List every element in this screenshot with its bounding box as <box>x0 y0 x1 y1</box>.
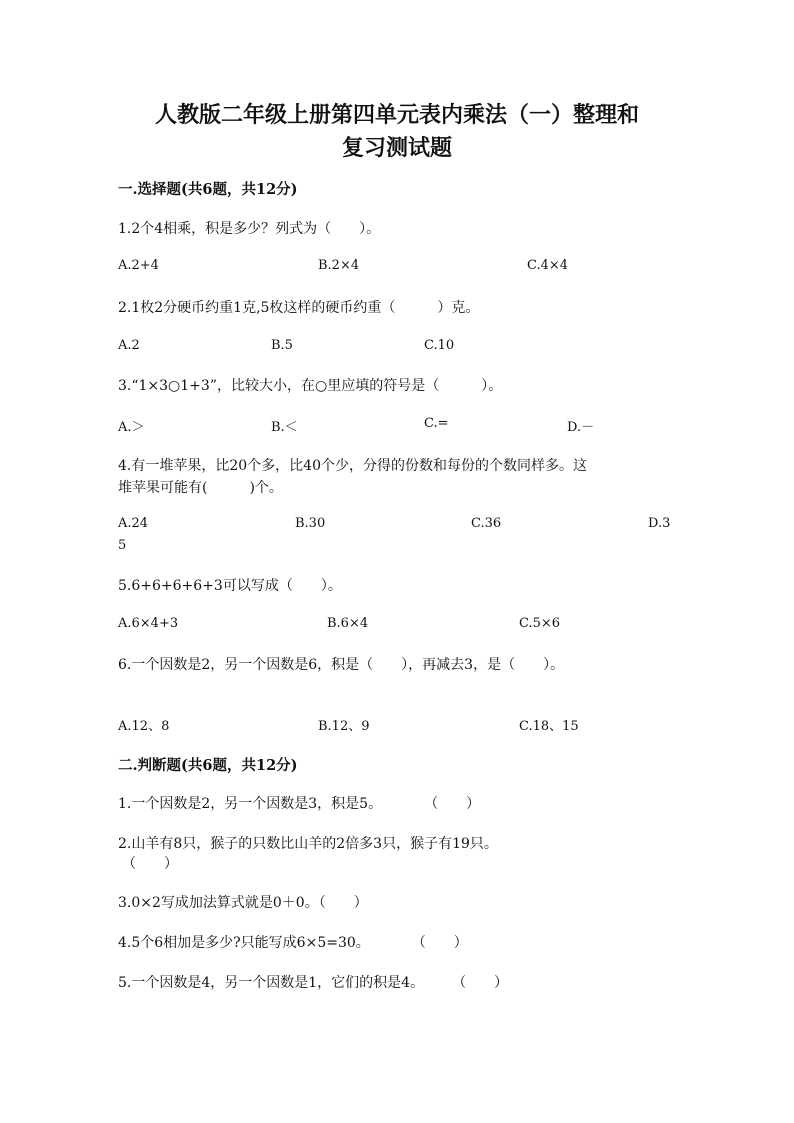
s2-q4-text: 4.5个6相加是多少?只能写成6×5=30。 （ ） <box>118 935 468 951</box>
page-title-line2: 复习测试题 <box>341 135 452 161</box>
s1-q4-option-a: A.24 <box>118 516 149 531</box>
section2-heading: 二.判断题(共6题，共12分) <box>118 757 298 774</box>
s1-q5-option-c: C.5×6 <box>519 616 561 631</box>
s1-q4-option-d-wrap: 5 <box>118 538 127 553</box>
s2-q1-text: 1.一个因数是2，另一个因数是3，积是5。 （ ） <box>118 796 481 812</box>
s1-q4-text-line2: 堆苹果可能有( )个。 <box>118 480 283 496</box>
s1-q2-text: 2.1枚2分硬币约重1克,5枚这样的硬币约重（ ）克。 <box>118 300 480 316</box>
s1-q6-option-b: B.12、9 <box>318 719 370 734</box>
s1-q6-option-a: A.12、8 <box>118 719 170 734</box>
s1-q5-text: 5.6+6+6+6+3可以写成（ ）。 <box>118 578 342 594</box>
s1-q4-option-d: D.3 <box>648 516 671 531</box>
s2-q5-text: 5.一个因数是4，另一个因数是1，它们的积是4。 （ ） <box>118 975 509 991</box>
s1-q1-option-c: C.4×4 <box>527 258 569 273</box>
s1-q4-text-line1: 4.有一堆苹果，比20个多，比40个少，分得的份数和每份的个数同样多。这 <box>118 458 587 474</box>
s1-q6-text: 6.一个因数是2，另一个因数是6，积是（ ），再减去3，是（ ）。 <box>118 657 565 673</box>
s1-q1-text: 1.2个4相乘，积是多少？列式为（ ）。 <box>118 221 381 237</box>
s1-q1-option-a: A.2+4 <box>118 258 159 273</box>
s1-q3-option-d: D.－ <box>567 420 595 435</box>
s2-q2-text-line1: 2.山羊有8只，猴子的只数比山羊的2倍多3只，猴子有19只。 <box>118 836 498 852</box>
s1-q3-option-c: C.= <box>424 416 449 431</box>
s1-q4-option-c: C.36 <box>471 516 502 531</box>
s1-q2-option-a: A.2 <box>118 338 140 353</box>
s1-q1-option-b: B.2×4 <box>318 258 360 273</box>
s1-q3-text: 3.“1×3○1+3”，比较大小，在○里应填的符号是（ ）。 <box>118 378 503 394</box>
s1-q3-option-a: A.＞ <box>118 420 145 435</box>
s1-q5-option-a: A.6×4+3 <box>118 616 179 631</box>
s2-q2-text-line2: （ ） <box>122 856 178 872</box>
page-title-line1: 人教版二年级上册第四单元表内乘法（一）整理和 <box>154 102 639 128</box>
s1-q2-option-b: B.5 <box>271 338 293 353</box>
s1-q5-option-b: B.6×4 <box>327 616 369 631</box>
s1-q4-option-b: B.30 <box>295 516 326 531</box>
section1-heading: 一.选择题(共6题，共12分) <box>118 181 298 198</box>
s2-q3-text: 3.0×2写成加法算式就是0＋0。（ ） <box>118 895 368 911</box>
s1-q3-option-b: B.＜ <box>271 420 298 435</box>
s1-q6-option-c: C.18、15 <box>519 719 579 734</box>
s1-q2-option-c: C.10 <box>424 338 455 353</box>
